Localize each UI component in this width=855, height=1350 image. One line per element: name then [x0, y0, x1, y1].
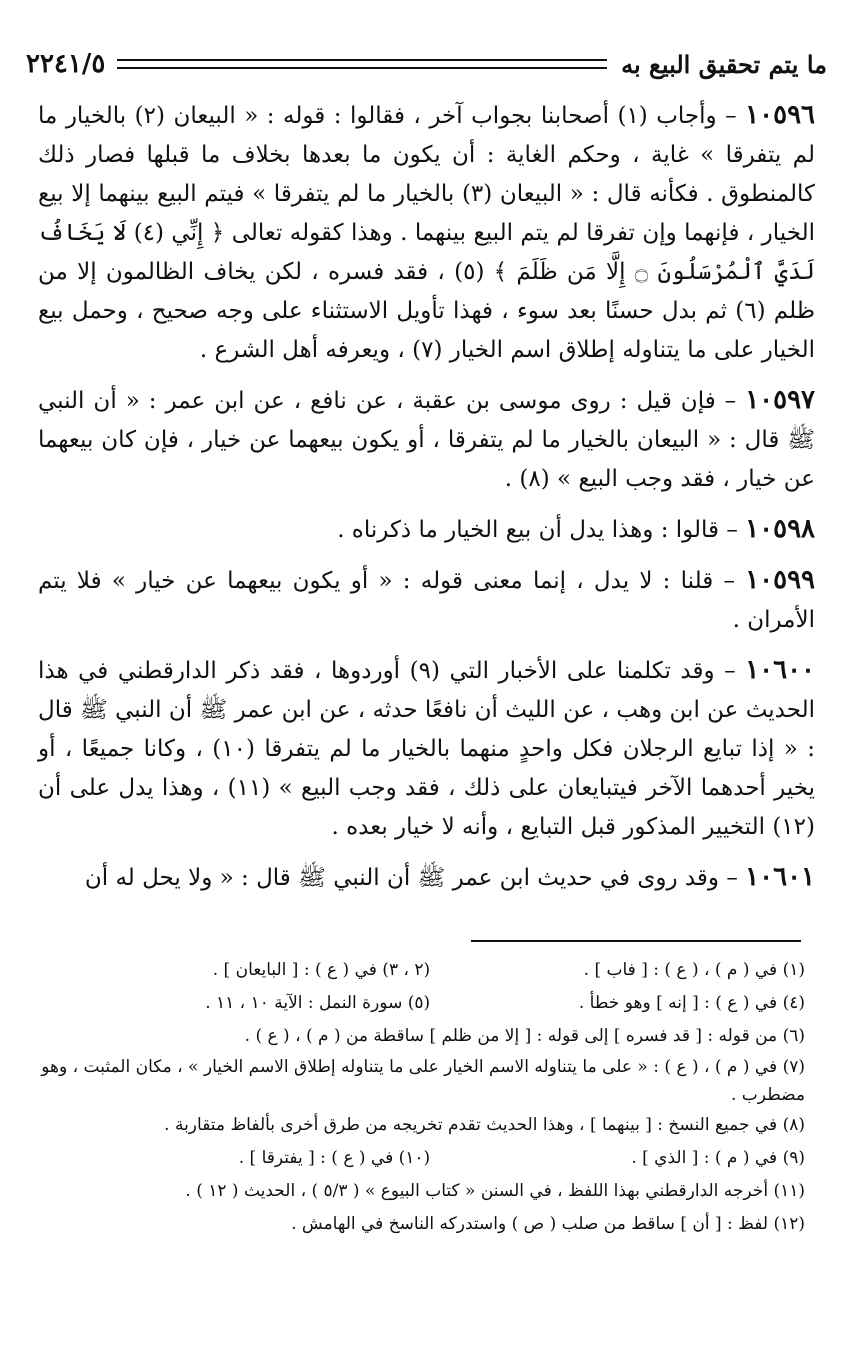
page-header	[26, 44, 827, 84]
footnote-11: (١١) أخرجه الدارقطني بهذا اللفظ ، في السنن « كتاب البيوع » ( ٥/٣ ) ، الحديث ( ١٢ ) .	[185, 1181, 805, 1201]
page-reference: ٢٢٤١/٥	[26, 49, 106, 79]
paragraph-text: – فإن قيل : روى موسى بن عقبة ، عن نافع ، عن ابن عمر : « أن النبي ﷺ قال : « البيعان بالخيار ما لم يتفرقا ، أو يكون بيعهما عن خيار ، فإن كان بيعهما عن خيار ، فقد وجب البيع » (٨) .	[38, 388, 815, 492]
paragraph-text: – وقد روى في حديث ابن عمر ﷺ أن النبي ﷺ قال : « ولا يحل له أن	[84, 865, 738, 891]
paragraph-10600	[38, 651, 815, 847]
header-rule	[117, 59, 607, 69]
main-text	[38, 96, 815, 909]
paragraph-10596	[38, 96, 815, 370]
footnote-row	[40, 954, 805, 987]
footnote-9: (٩) في ( م ) : [ الذي ] .	[631, 1148, 805, 1168]
paragraph-10598	[38, 510, 815, 550]
paragraph-number: ١٠٥٩٦	[745, 100, 815, 130]
paragraph-text: – قلنا : لا يدل ، إنما معنى قوله : « أو يكون بيعهما عن خيار » فلا يتم الأمران .	[38, 568, 815, 633]
footnote-2-3: (٢ ، ٣) في ( ع ) : [ البايعان ] .	[212, 960, 431, 980]
footnote-separator	[471, 940, 801, 942]
running-title: ما يتم تحقيق البيع به	[621, 49, 827, 79]
paragraph-number: ١٠٦٠١	[745, 862, 815, 892]
footnote-7: (٧) في ( م ) ، ( ع ) : « على ما يتناوله الاسم الخيار على ما يتناوله إطلاق الاسم الخيار » ، مكان المثبت ، وهو مضطرب .	[41, 1057, 805, 1105]
paragraph-text: – قالوا : وهذا يدل أن بيع الخيار ما ذكرناه .	[337, 517, 738, 543]
footnote-row	[40, 1142, 805, 1175]
paragraph-number: ١٠٥٩٨	[745, 514, 815, 544]
footnote-5: (٥) سورة النمل : الآية ١٠ ، ١١ .	[205, 993, 431, 1013]
paragraph-number: ١٠٥٩٩	[745, 565, 816, 595]
footnote-4: (٤) في ( ع ) : [ إنه ] وهو خطأ .	[578, 993, 805, 1013]
footnote-10: (١٠) في ( ع ) : [ يفترقا ] .	[238, 1148, 431, 1168]
paragraph-number: ١٠٥٩٧	[745, 385, 816, 415]
footnote-8: (٨) في جميع النسخ : [ بينهما ] ، وهذا الحديث تقدم تخريجه من طرق أخرى بألفاظ متقاربة .	[164, 1115, 805, 1135]
footnote-6: (٦) من قوله : [ قد فسره ] إلى قوله : [ إلا من ظلم ] ساقطة من ( م ) ، ( ع ) .	[244, 1026, 805, 1046]
paragraph-text: – وأجاب (١) أصحابنا بجواب آخر ، فقالوا : قوله : « البيعان (٢) بالخيار ما لم يتفرقا » غاية ، وحكم الغاية : أن يكون ما بعدها بخلاف ما قبلها فصار ذلك كالمنطوق . فكأنه قال : « البيعان (٣) بالخيار ما لم يتفرقا » فيتم البيع بينهما إلا بيع الخيار ، فإنهما وإن تفرقا لم يتم البيع بينهما . وهذا كقوله تعالى ﴿ إِنِّي (٤) لَا يَخَافُ لَدَيَّ ٱلْمُرْسَلُونَ ۝ إِلَّا مَن ظَلَمَ ﴾ (٥) ، فقد فسره ، لكن يخاف الظالمون إلا من ظلم (٦) ثم بدل حسنًا بعد سوء ، فهذا تأويل الاستثناء على وجه صحيح ، وحمل بيع الخيار على ما يتناوله إطلاق اسم الخيار (٧) ، ويعرفه أهل الشرع .	[38, 103, 815, 363]
paragraph-10601	[38, 858, 815, 898]
paragraph-10599	[38, 561, 815, 640]
footnote-12: (١٢) لفظ : [ أن ] ساقط من صلب ( ص ) واستدركه الناسخ في الهامش .	[291, 1214, 805, 1234]
footnotes	[40, 954, 805, 1241]
paragraph-10597	[38, 381, 815, 499]
footnote-1: (١) في ( م ) ، ( ع ) : [ فاب ] .	[583, 960, 805, 980]
paragraph-text: – وقد تكلمنا على الأخبار التي (٩) أوردوها ، فقد ذكر الدارقطني في هذا الحديث عن ابن وهب ، عن الليث أن نافعًا حدثه ، عن ابن عمر ﷺ أن النبي ﷺ قال : « إذا تبايع الرجلان فكل واحدٍ منهما بالخيار ما لم يتفرقا (١٠) ، وكانا جميعًا ، أو يخير أحدهما الآخر فيتبايعان على ذلك ، فقد وجب البيع » (١١) ، وهذا يدل على أن (١٢) التخيير المذكور قبل التبايع ، وأنه لا خيار بعده .	[38, 658, 816, 840]
footnote-row	[40, 987, 805, 1020]
paragraph-number: ١٠٦٠٠	[745, 655, 816, 685]
